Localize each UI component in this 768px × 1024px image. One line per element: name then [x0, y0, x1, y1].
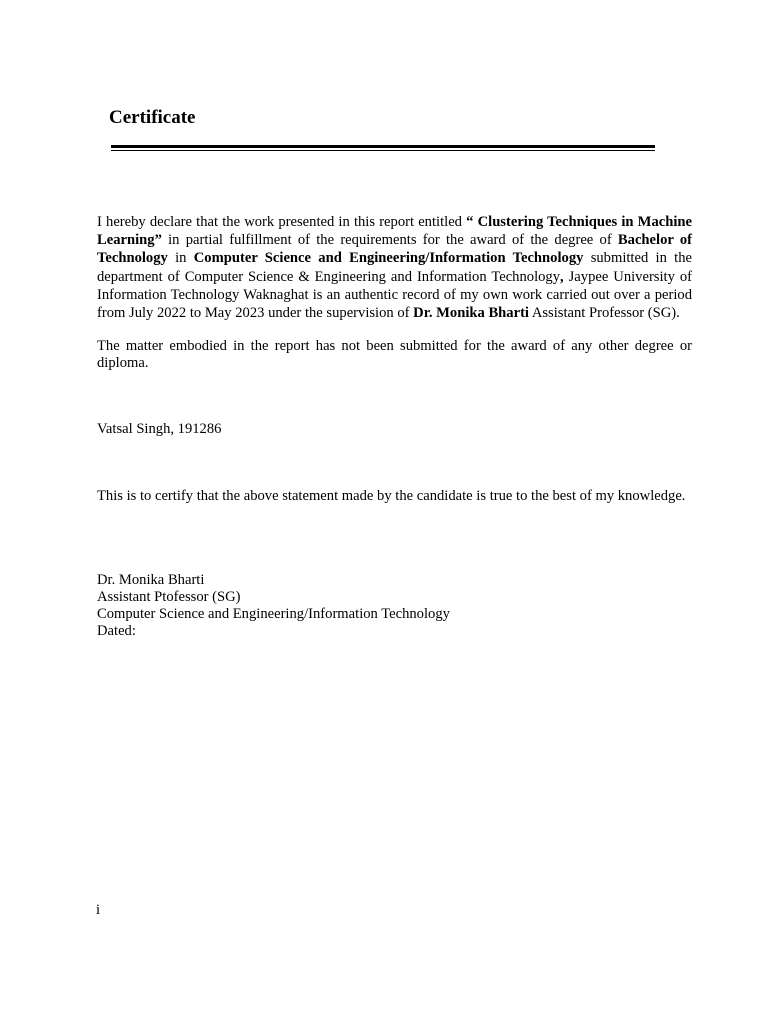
supervisor-name-inline: Dr. Monika Bharti	[413, 305, 529, 322]
dated-label: Dated:	[97, 623, 136, 639]
supervisor-name: Dr. Monika Bharti	[97, 572, 205, 588]
report-title: “ Clustering Techniques in Machine Learning”	[97, 214, 692, 249]
certify-statement: This is to certify that the above statement made by the candidate is true to the best of my knowledge.	[97, 488, 686, 504]
title-divider	[111, 145, 655, 151]
candidate-signature: Vatsal Singh, 191286	[97, 421, 222, 437]
degree-name: Bachelor of Technology	[97, 232, 692, 267]
department-name: Computer Science and Engineering/Information Technology	[193, 250, 584, 267]
supervisor-department: Computer Science and Engineering/Information Technology	[97, 606, 450, 622]
declaration-text-5: Jaypee University of Information Technology Waknaghat is an authentic record of my own work carried out over a period from July 2022 to May 2023 under the supervision of	[97, 268, 692, 322]
declaration-text-2: in partial fulfillment of the requirements for the award of the degree of	[161, 232, 618, 249]
declaration-text-6: Assistant Professor (SG).	[529, 305, 680, 322]
declaration-paragraph-2: The matter embodied in the report has not been submitted for the award of any other degree or diploma.	[97, 338, 692, 371]
declaration-text-1: I hereby declare that the work presented in this report entitled	[97, 214, 467, 230]
page-number: i	[96, 902, 101, 918]
declaration-text-3: in	[167, 250, 194, 267]
supervisor-block	[97, 572, 450, 640]
declaration-comma: ,	[560, 268, 564, 285]
page-title: Certificate	[109, 107, 196, 128]
declaration-text-4: submitted in the department of Computer Science & Engineering and Information Technology	[97, 250, 693, 285]
declaration-paragraph	[97, 213, 692, 322]
supervisor-designation: Assistant Ptofessor (SG)	[97, 589, 241, 605]
